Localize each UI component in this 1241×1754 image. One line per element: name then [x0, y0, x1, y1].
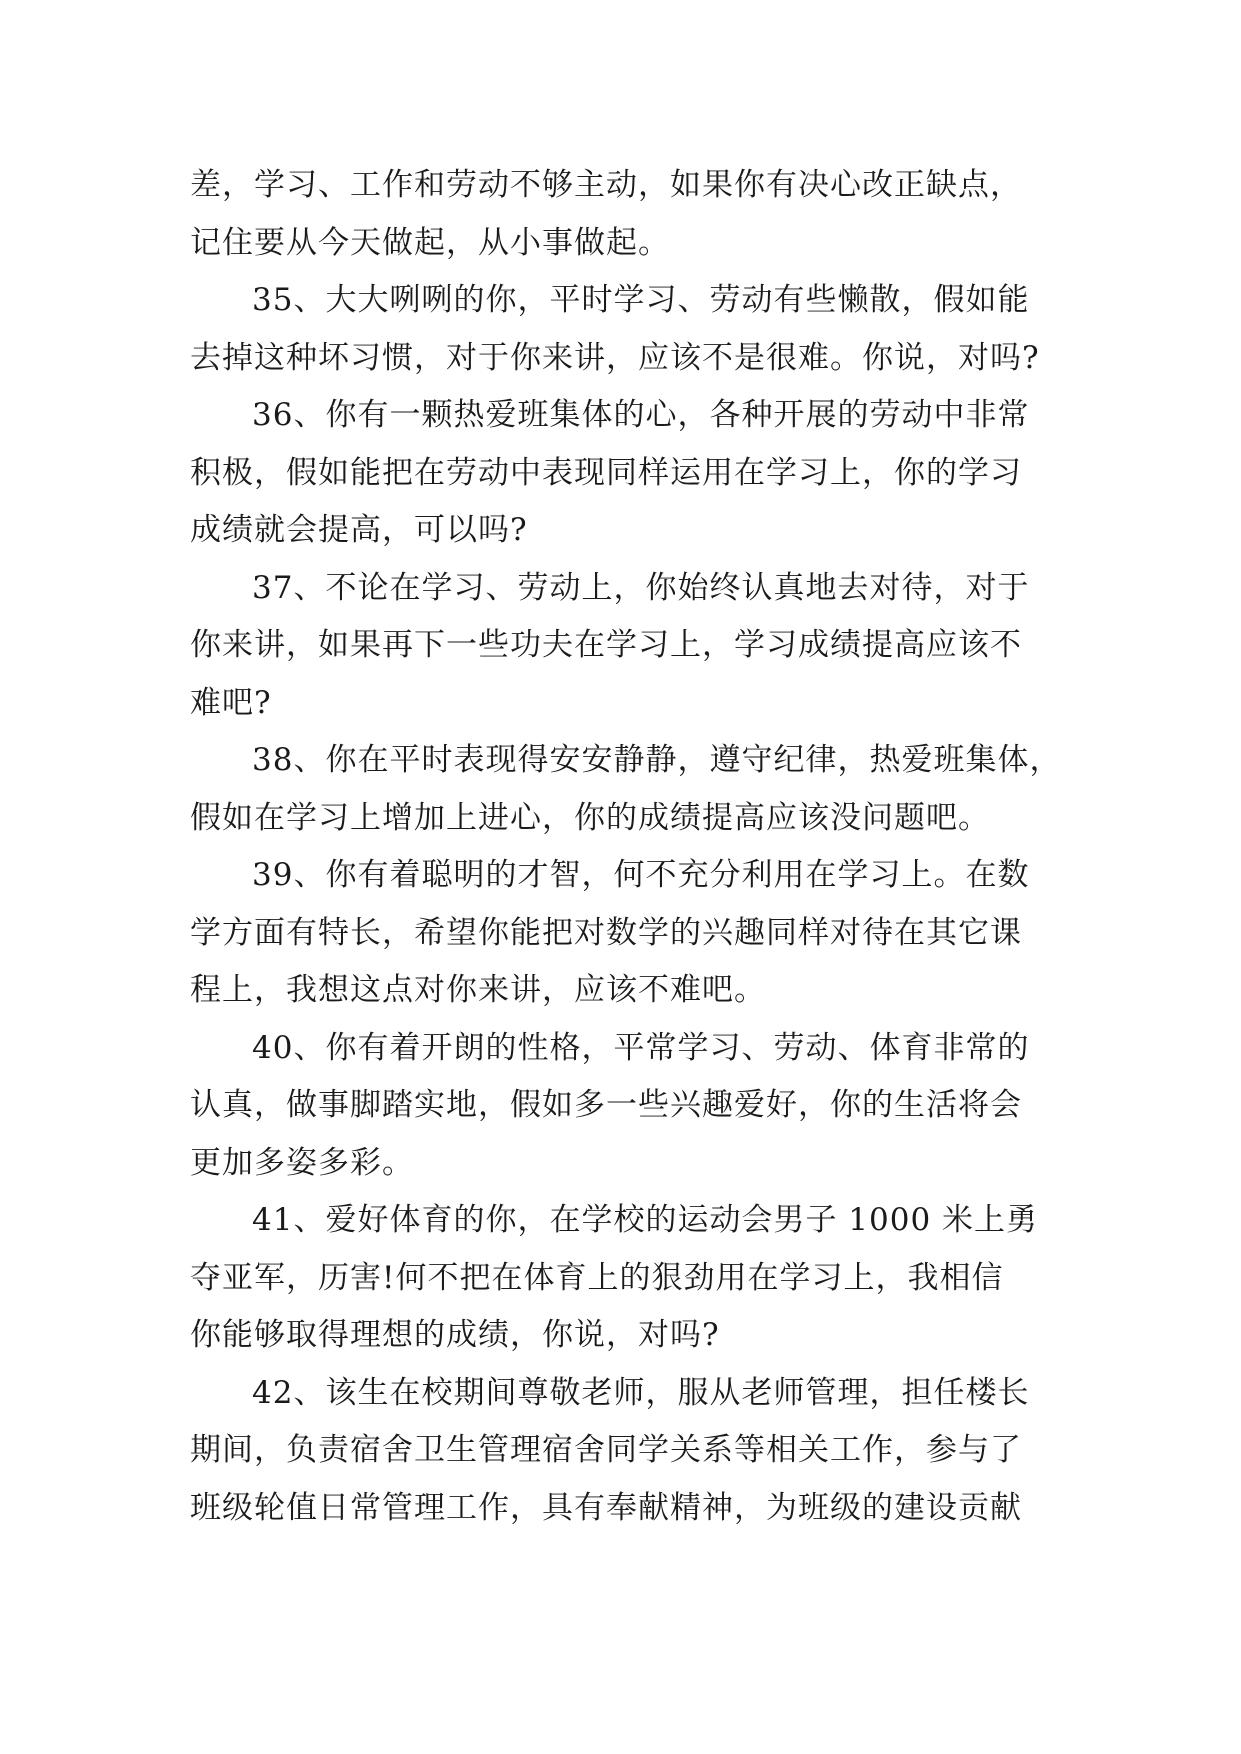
paragraph-40 [190, 1020, 1052, 1193]
paragraph-41 [190, 1192, 1052, 1365]
text-line: 40、你有着开朗的性格，平常学习、劳动、体育非常的 [252, 1029, 1030, 1066]
paragraph-38 [190, 732, 1062, 847]
text-line: 认真，做事脚踏实地，假如多一些兴趣爱好，你的生活将会 [190, 1087, 1022, 1123]
text-line: 39、你有着聪明的才智，何不充分利用在学习上。在数 [252, 857, 1030, 893]
paragraph-continuation [190, 157, 1052, 272]
paragraph-37 [190, 560, 1052, 733]
text-line: 差，学习、工作和劳动不够主动，如果你有决心改正缺点， [190, 167, 1022, 203]
document-body [190, 157, 1062, 1537]
text-line: 成绩就会提高，可以吗? [190, 512, 528, 548]
text-line: 36、你有一颗热爱班集体的心，各种开展的劳动中非常 [252, 397, 1030, 433]
text-line: 去掉这种坏习惯，对于你来讲，应该不是很难。你说，对吗? [190, 339, 1040, 376]
paragraph-36 [190, 387, 1052, 560]
text-line: 期间，负责宿舍卫生管理宿舍同学关系等相关工作，参与了 [190, 1432, 1022, 1468]
text-line: 班级轮值日常管理工作，具有奉献精神，为班级的建设贡献 [190, 1489, 1022, 1526]
text-line: 难吧? [190, 684, 272, 721]
text-line: 假如在学习上增加上进心，你的成绩提高应该没问题吧。 [190, 799, 990, 836]
text-line: 你能够取得理想的成绩，你说，对吗? [190, 1317, 720, 1353]
text-line: 学方面有特长，希望你能把对数学的兴趣同样对待在其它课 [190, 914, 1022, 951]
paragraph-35 [190, 272, 1052, 387]
text-line: 积极，假如能把在劳动中表现同样运用在学习上，你的学习 [190, 454, 1022, 491]
text-line: 42、该生在校期间尊敬老师，服从老师管理，担任楼长 [252, 1374, 1030, 1411]
text-line: 38、你在平时表现得安安静静，遵守纪律，热爱班集体， [252, 742, 1062, 778]
paragraph-39 [190, 847, 1052, 1020]
text-line: 35、大大咧咧的你，平时学习、劳动有些懒散，假如能 [252, 282, 1030, 318]
text-line: 更加多姿多彩。 [190, 1144, 414, 1181]
text-line: 夺亚军，历害!何不把在体育上的狠劲用在学习上，我相信 [190, 1259, 1004, 1296]
text-line: 记住要从今天做起，从小事做起。 [190, 224, 670, 261]
text-line: 你来讲，如果再下一些功夫在学习上，学习成绩提高应该不 [190, 627, 1022, 663]
text-line: 37、不论在学习、劳动上，你始终认真地去对待，对于 [252, 569, 1030, 606]
paragraph-42 [190, 1365, 1052, 1538]
text-line: 41、爱好体育的你，在学校的运动会男子 1000 米上勇 [252, 1202, 1039, 1238]
text-line: 程上，我想这点对你来讲，应该不难吧。 [190, 972, 766, 1008]
